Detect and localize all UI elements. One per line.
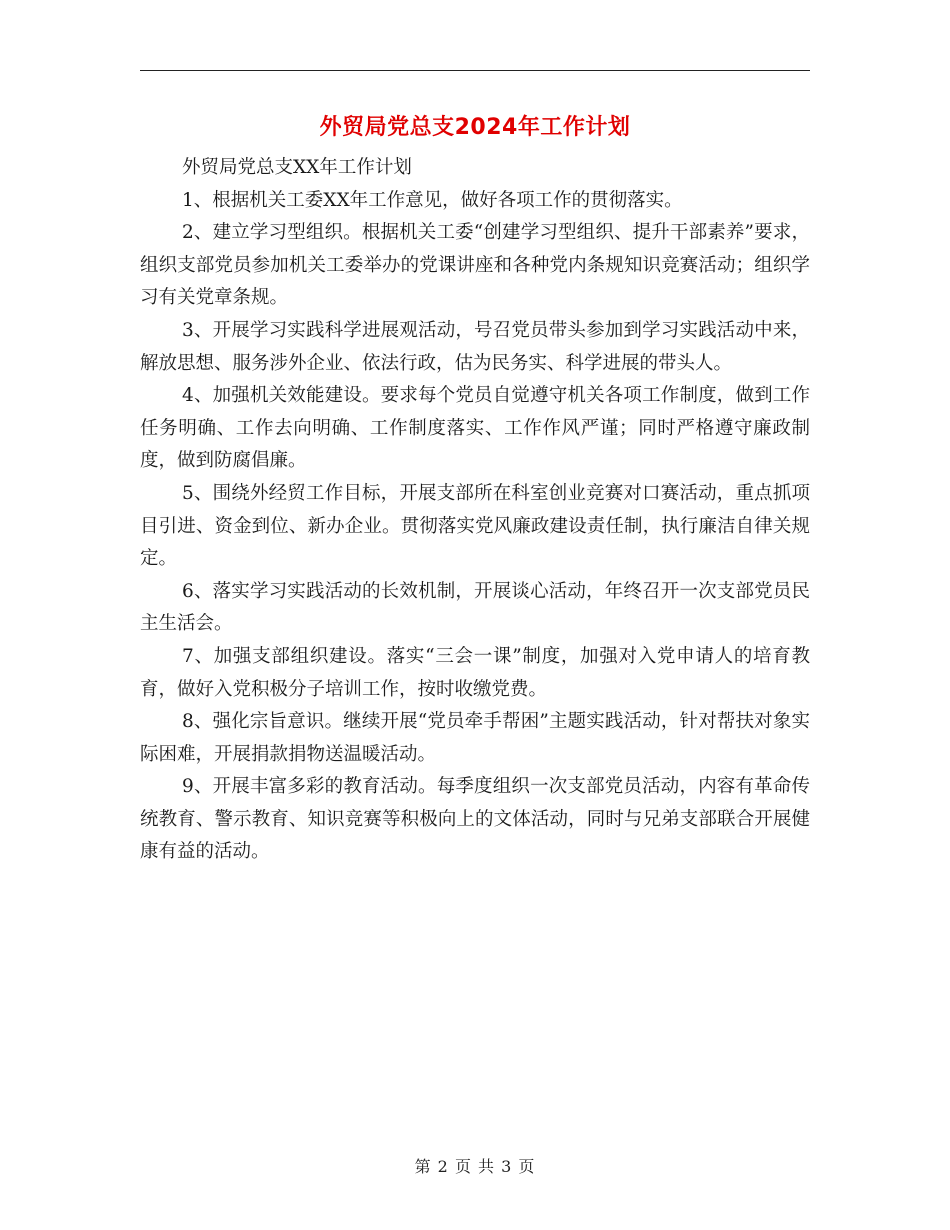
paragraph-item-4: 4、加强机关效能建设。要求每个党员自觉遵守机关各项工作制度，做到工作任务明确、工作去向明确、工作制度落实、工作作风严谨；同时严格遵守廉政制度，做到防腐倡廉。 [140, 385, 810, 472]
paragraph-item-5: 5、围绕外经贸工作目标，开展支部所在科室创业竞赛对口赛活动，重点抓项目引进、资金到位、新办企业。贯彻落实党风廉政建设责任制，执行廉洁自律关规定。 [140, 482, 810, 570]
paragraph-item-9: 9、开展丰富多彩的教育活动。每季度组织一次支部党员活动，内容有革命传统教育、警示教育、知识竞赛等积极向上的文体活动，同时与兄弟支部联合开展健康有益的活动。 [140, 776, 810, 863]
paragraph-subtitle: 外贸局党总支XX年工作计划 [182, 157, 412, 178]
paragraph-item-3: 3、开展学习实践科学进展观活动，号召党员带头参加到学习实践活动中来，解放思想、服务涉外企业、依法行政，估为民务实、科学进展的带头人。 [140, 319, 810, 374]
page-number-footer: 第 2 页 共 3 页 [414, 1157, 536, 1176]
paragraph-item-6: 6、落实学习实践活动的长效机制，开展谈心活动，年终召开一次支部党员民主生活会。 [140, 580, 810, 635]
header-rule [140, 70, 810, 71]
paragraph-item-2: 2、建立学习型组织。根据机关工委“创建学习型组织、提升干部素养”要求，组织支部党员参加机关工委举办的党课讲座和各种党内条规知识竞赛活动；组织学习有关党章条规。 [140, 222, 810, 309]
paragraph-item-1: 1、根据机关工委XX年工作意见，做好各项工作的贯彻落实。 [182, 189, 683, 211]
document-body [140, 152, 810, 869]
paragraph-item-7: 7、加强支部组织建设。落实“三会一课”制度，加强对入党申请人的培育教育，做好入党积极分子培训工作，按时收缴党费。 [140, 645, 810, 700]
document-title: 外贸局党总支2024年工作计划 [319, 115, 631, 140]
paragraph-item-8: 8、强化宗旨意识。继续开展“党员牵手帮困”主题实践活动，针对帮扶对象实际困难，开展捐款捐物送温暖活动。 [140, 711, 810, 765]
